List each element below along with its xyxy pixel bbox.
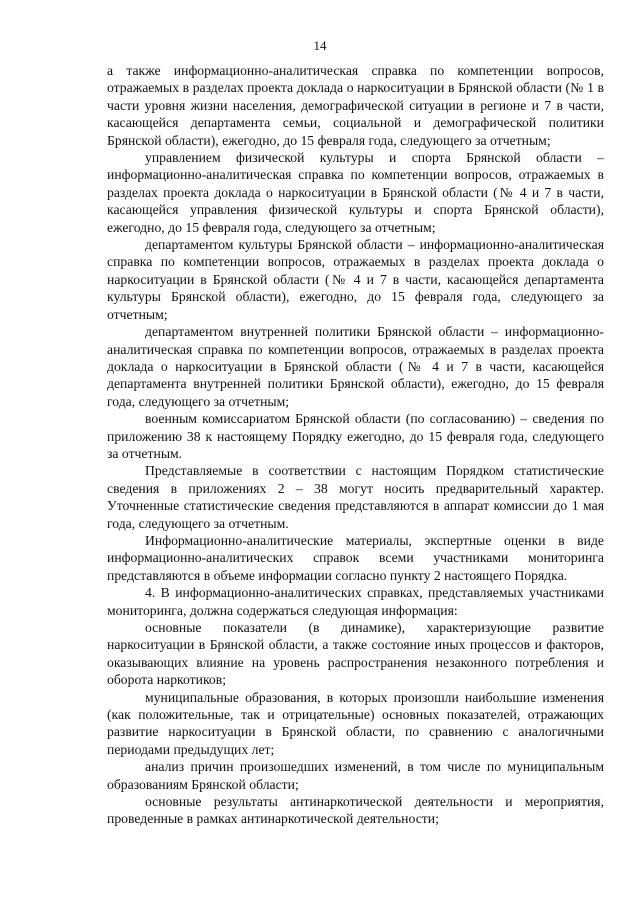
paragraph: Информационно-аналитические материалы, экспертные оценки в виде информационно-аналитических справок всеми участниками мониторинга представляются в объеме информации согласно пункту 2 настоящего Порядка.	[107, 532, 604, 583]
page-number: 14	[313, 38, 327, 53]
paragraph: основные результаты антинаркотической деятельности и мероприятия, проведенные в рамках антинаркотической деятельности;	[107, 794, 604, 827]
paragraph: управлением физической культуры и спорта Брянской области – информационно-аналитическая справка по компетенции вопросов, отражаемых в разделах проекта доклада о наркоситуации в Брянской области (№ 4 и 7 в части, касающейся управления физической культуры и спорта Брянской области), ежегодно, до 15 февраля года, следующего за отчетным;	[107, 150, 604, 235]
paragraph: муниципальные образования, в которых произошли наибольшие изменения (как положительные, так и отрицательные) основных показателей, отражающих развитие наркоситуации в Брянской области, по сравнению с аналогичными периодами предыдущих лет;	[107, 689, 604, 757]
paragraph: военным комиссариатом Брянской области (по согласованию) – сведения по приложению 38 к настоящему Порядку ежегодно, до 15 февраля года, следующего за отчетным.	[107, 411, 604, 461]
paragraph: а также информационно-аналитическая справка по компетенции вопросов, отражаемых в разделах проекта доклада о наркоситуации в Брянской области (№ 1 в части уровня жизни населения, демографической ситуации в регионе и 7 в части, касающейся департамента семьи, социальной и демографической политики Брянской области), ежегодно, до 15 февраля года, следующего за отчетным;	[107, 63, 604, 148]
paragraph: анализ причин произошедших изменений, в том числе по муниципальным образованиям Брянской области;	[107, 759, 604, 792]
paragraph: основные показатели (в динамике), характеризующие развитие наркоситуации в Брянской области, а также состояние иных процессов и факторов, оказывающих влияние на уровень распространения незаконного потребления и оборота наркотиков;	[107, 620, 604, 688]
paragraph: Представляемые в соответствии с настоящим Порядком статистические сведения в приложениях 2 – 38 могут носить предварительный характер. Уточненные статистические сведения представляются в аппарат комиссии до 1 мая года, следующего за отчетным.	[107, 463, 604, 531]
document-body	[107, 62, 604, 828]
paragraph: департаментом внутренней политики Брянской области – информационно-аналитическая справка по компетенции вопросов, отражаемых в разделах проекта доклада о наркоситуации в Брянской области (№ 4 и 7 в части, касающейся департамента внутренней политики Брянской области), ежегодно, до 15 февраля года, следующего за отчетным;	[107, 324, 604, 409]
paragraph: департаментом культуры Брянской области – информационно-аналитическая справка по компетенции вопросов, отражаемых в разделах проекта доклада о наркоситуации в Брянской области (№ 4 и 7 в части, касающейся департамента культуры Брянской области), ежегодно, до 15 февраля года, следующего за отчетным;	[107, 237, 604, 322]
paragraph: 4. В информационно-аналитических справках, представляемых участниками мониторинга, должна содержаться следующая информация:	[107, 585, 604, 618]
